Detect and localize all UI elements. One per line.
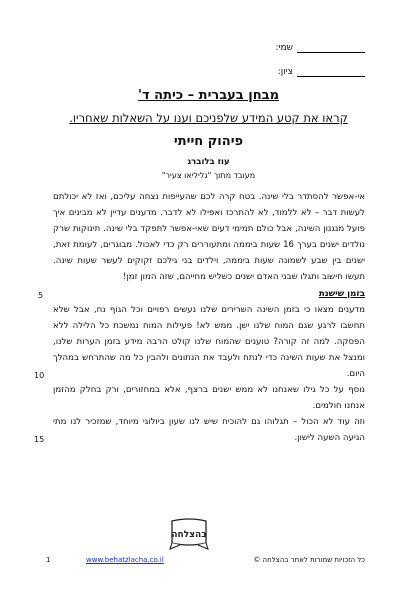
website-link[interactable]: www.behatzlacha.co.il <box>86 556 164 564</box>
name-label: שמי: <box>275 43 293 53</box>
grade-field-row <box>278 66 365 77</box>
line-number-15: 15 <box>34 435 45 444</box>
paragraph-4: וזה עוד לא הכול – תגלוהו גם להוכיח שיש לנו שעון ביולוגי מיוחד, שמזכיר לנו מתי הגיעה השעה לישון. <box>53 417 365 444</box>
subheading: בזמן שישנת <box>318 288 365 299</box>
paragraph-1: אי-אפשר להסתדר בלי שינה. בטח קרה לכם שהעייפות נצחה עליכם, ואז לא יכולתם לעשות דבר – לא ללמוד, לא להתרכז ואפילו לא לדבר. מדענים עדיין לא מבינים איך פועל מנגנון השינה, אבל כולם תמימי דעים שאי-אפשר לתפקד בלי שינה. תינוקות שרק נולדים ישנים בערך 16 שעות ביממה ומתעוררים רק כדי לאכול. מבוגרים, לעומת זאת, ישנים בין שבע לשמונה שעות ביממה, וילדים בני גילכם זקוקים לעשר שעות שינה. תעשו חישוב ותגלו שבני האדם ישנים כשליש מחייהם, שזה המון זמן! <box>53 192 365 283</box>
exam-title: מבחן בעברית – כיתה ד' <box>137 88 279 103</box>
instructions: קראו את קטע המידע שלפניכם וענו על השאלות שאחריו. <box>69 111 348 125</box>
line-number-5: 5 <box>38 291 44 300</box>
paragraph-2: מדענים מצאו כי בזמן השינה השרירים שלנו נעשים רפויים וכל הגוף נח, אבל שלא תחשבו לרגע שגם המוח שלנו ישן. ממש לא! פעילות המוח נמשכת כל הלילה ללא הפסקה. למה זה קורה? טוענים שהמוח שלנו קולט הרבה מידע בזמן הערות שלנו, ומנצל את שעות השינה כדי לנתח ולעבד את הנתונים ולהבין כל מה שהתרחש במהלך היום. <box>53 304 365 380</box>
copyright-text: כל הזכויות שמורות לאתר בהצלחה © <box>253 556 365 564</box>
name-input-line[interactable] <box>297 42 365 53</box>
article-body <box>53 189 365 447</box>
line-number-10: 10 <box>34 371 45 380</box>
page-number: 1 <box>46 556 51 564</box>
name-field-row <box>275 42 365 53</box>
site-logo <box>168 518 210 552</box>
article-source: מעובד מתוך "גליליאו צעיר" <box>161 171 256 180</box>
article-heading: פיהוק חייתי <box>173 134 244 149</box>
article-author: עוז בלוברג <box>187 157 230 167</box>
logo-text: בהצלחה <box>171 530 207 540</box>
logo-graphic <box>168 518 210 552</box>
grade-input-line[interactable] <box>297 66 365 77</box>
paragraph-3: נוסף על כל גילו שאנחנו לא ממש ישנים ברצף, אלא במחזורים, ורק בחלק מהזמן אנחנו חולמים. <box>53 385 365 412</box>
grade-label: ציון: <box>277 67 293 77</box>
